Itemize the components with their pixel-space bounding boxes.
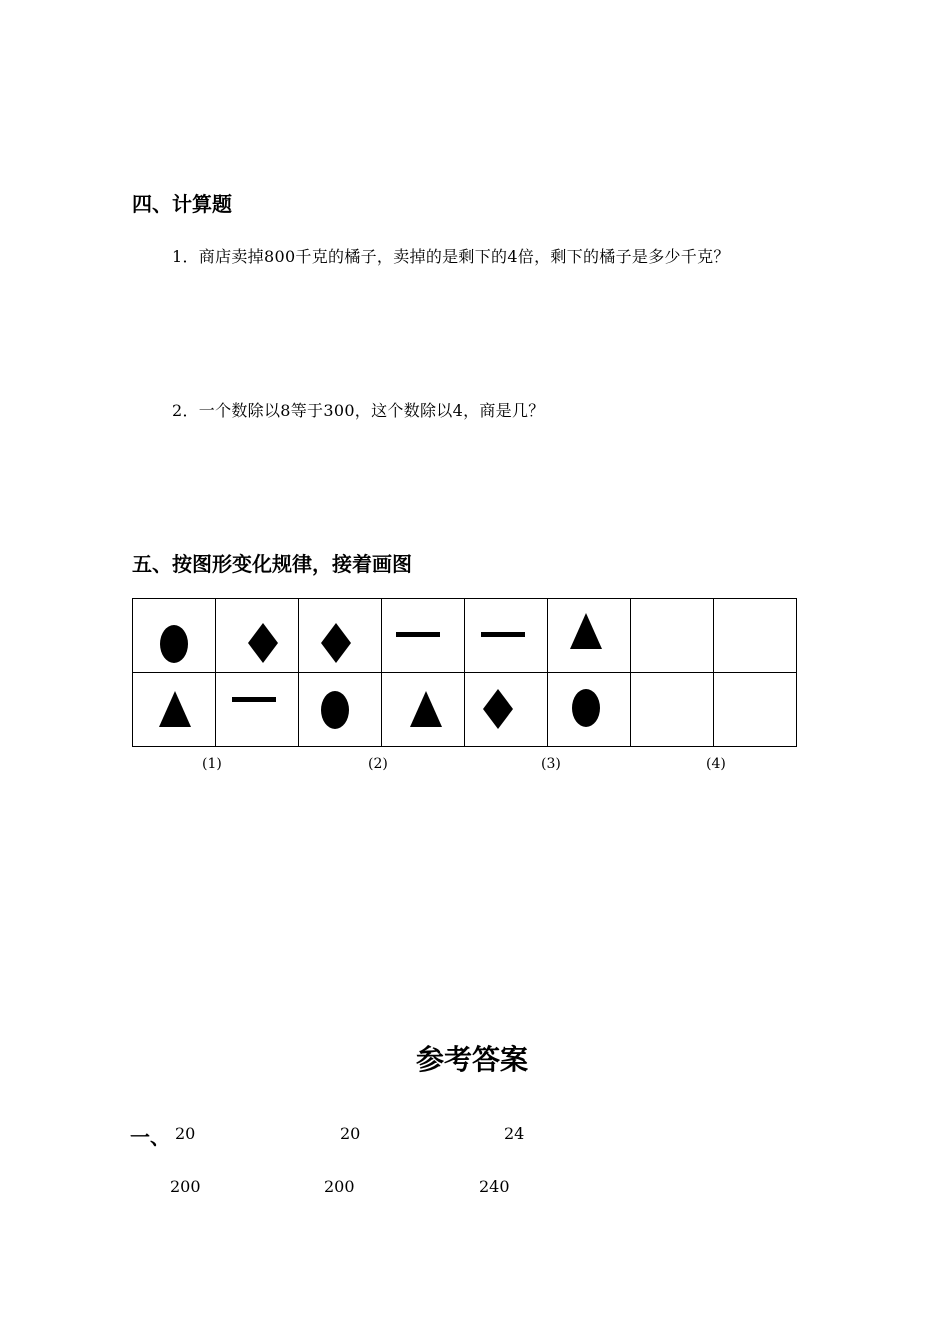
pattern-row-1 — [133, 599, 797, 673]
diamond-icon — [248, 623, 278, 663]
triangle-icon — [570, 613, 602, 649]
cell — [548, 673, 631, 747]
answers-title: 参考答案 — [416, 1043, 529, 1076]
cell — [216, 599, 299, 673]
pattern-row-2 — [133, 673, 797, 747]
cell — [548, 599, 631, 673]
cell — [299, 673, 382, 747]
circle-icon — [321, 691, 349, 729]
dash-icon — [396, 632, 440, 637]
cell — [299, 599, 382, 673]
answers-section-label: 一、 — [130, 1125, 170, 1149]
cell — [382, 599, 465, 673]
diamond-icon — [321, 623, 351, 663]
cell — [465, 599, 548, 673]
circle-icon — [160, 625, 188, 663]
empty-cell — [631, 599, 714, 673]
question-1: 1．商店卖掉800千克的橘子，卖掉的是剩下的4倍，剩下的橘子是多少千克？ — [172, 247, 730, 266]
pattern-grid — [132, 598, 797, 747]
circle-icon — [572, 689, 600, 727]
dash-icon — [481, 632, 525, 637]
section4-title: 四、计算题 — [132, 192, 232, 216]
empty-cell — [714, 673, 797, 747]
group-label-2: (2) — [368, 756, 388, 772]
answer-value: 200 — [170, 1177, 201, 1196]
empty-cell — [714, 599, 797, 673]
answer-value: 200 — [324, 1177, 355, 1196]
group-label-4: (4) — [706, 756, 726, 772]
group-label-1: (1) — [202, 756, 222, 772]
empty-cell — [631, 673, 714, 747]
cell — [465, 673, 548, 747]
cell — [382, 673, 465, 747]
answer-value: 20 — [175, 1124, 196, 1143]
section5-title: 五、按图形变化规律，接着画图 — [132, 552, 412, 576]
cell — [216, 673, 299, 747]
question-2: 2．一个数除以8等于300，这个数除以4，商是几？ — [172, 401, 545, 420]
group-label-3: (3) — [541, 756, 561, 772]
answer-value: 20 — [340, 1124, 361, 1143]
answer-value: 24 — [504, 1124, 525, 1143]
triangle-icon — [410, 691, 442, 727]
cell — [133, 673, 216, 747]
triangle-icon — [159, 691, 191, 727]
answer-value: 240 — [479, 1177, 510, 1196]
dash-icon — [232, 697, 276, 702]
cell — [133, 599, 216, 673]
diamond-icon — [483, 689, 513, 729]
